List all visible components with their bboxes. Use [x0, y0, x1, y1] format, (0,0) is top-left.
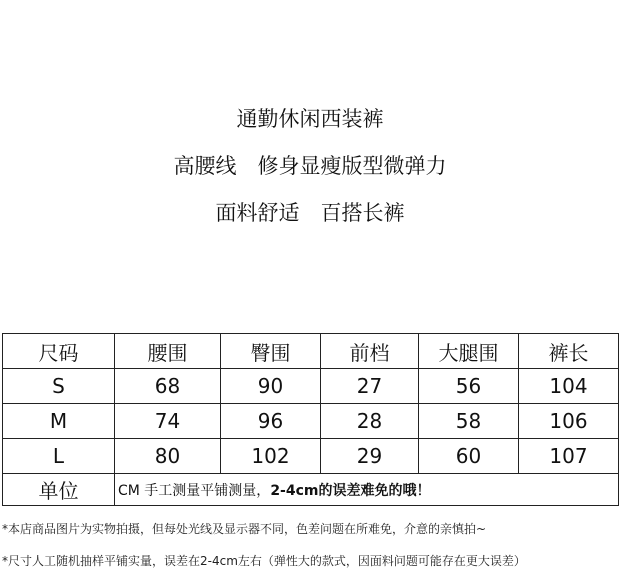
- footnote-color-disclaimer: *本店商品图片为实物拍摄，但每处光线及显示器不同，色差问题在所难免，介意的亲慎拍~: [2, 522, 487, 536]
- table-cell: 106: [519, 404, 619, 439]
- header-hip: 臀围: [221, 334, 321, 369]
- table-cell: M: [3, 404, 115, 439]
- headline-features: 高腰线 修身显瘦版型微弹力: [173, 154, 447, 178]
- table-cell: 102: [221, 439, 321, 474]
- table-cell: 58: [419, 404, 519, 439]
- table-cell: 96: [221, 404, 321, 439]
- unit-note-plain: CM 手工测量平铺测量，: [118, 482, 271, 499]
- table-cell: 80: [115, 439, 221, 474]
- table-cell: 56: [419, 369, 519, 404]
- table-cell: 27: [321, 369, 419, 404]
- headline-comfort: 面料舒适 百搭长裤: [215, 201, 405, 225]
- table-cell: 74: [115, 404, 221, 439]
- table-cell: 68: [115, 369, 221, 404]
- unit-label: 单位: [3, 474, 115, 506]
- table-row: [3, 439, 619, 474]
- table-cell: S: [3, 369, 115, 404]
- table-cell: L: [3, 439, 115, 474]
- header-length: 裤长: [519, 334, 619, 369]
- table-cell: 107: [519, 439, 619, 474]
- footnote-measurement-disclaimer: *尺寸人工随机抽样平铺实量，误差在2-4cm左右（弹性大的款式，因面料问题可能存在更大误差）: [2, 554, 526, 568]
- unit-note-emphasis: 2-4cm的误差难免的哦！: [270, 482, 431, 499]
- table-cell: 29: [321, 439, 419, 474]
- table-cell: 90: [221, 369, 321, 404]
- table-row: [3, 404, 619, 439]
- header-front-rise: 前档: [321, 334, 419, 369]
- table-cell: 104: [519, 369, 619, 404]
- header-size: 尺码: [3, 334, 115, 369]
- header-waist: 腰围: [115, 334, 221, 369]
- unit-row: [3, 474, 619, 506]
- unit-note: [115, 474, 619, 506]
- header-thigh: 大腿围: [419, 334, 519, 369]
- table-cell: 28: [321, 404, 419, 439]
- headline-title: 通勤休闲西装裤: [236, 107, 384, 131]
- table-cell: 60: [419, 439, 519, 474]
- table-row: [3, 369, 619, 404]
- size-table: [2, 333, 619, 506]
- table-header-row: [3, 334, 619, 369]
